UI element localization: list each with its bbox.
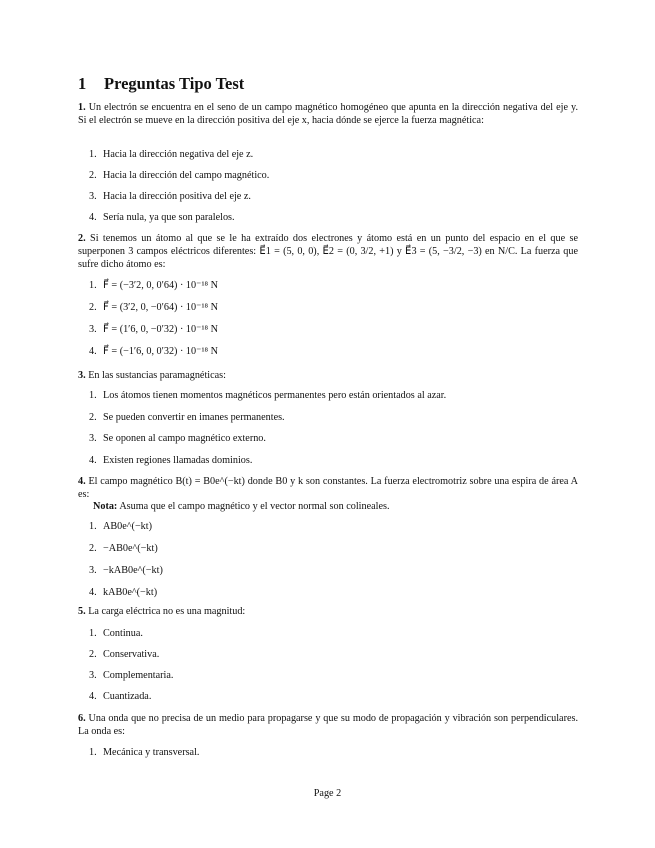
section-heading — [78, 74, 244, 94]
option: 1. Mecánica y transversal. — [89, 747, 200, 758]
option-text: Continua. — [103, 628, 143, 639]
option: 2. Conservativa. — [89, 649, 160, 660]
option-text: F⃗ = (1′6, 0, −0′32) · 10⁻¹⁸ N — [103, 324, 218, 335]
option-text: Hacia la dirección positiva del eje z. — [103, 191, 251, 202]
option: 3. Complementaria. — [89, 670, 174, 681]
option-text: AB0e^(−kt) — [103, 521, 153, 532]
option: 3. −kAB0e^(−kt) — [89, 565, 163, 576]
question-note — [93, 500, 390, 513]
option: 4. Cuantizada. — [89, 691, 152, 702]
question-number: 5. — [78, 606, 86, 617]
option-text: −kAB0e^(−kt) — [103, 565, 163, 576]
option: 2. F⃗ = (3′2, 0, −0′64) · 10⁻¹⁸ N — [89, 302, 218, 313]
question-text: El campo magnético B(t) = B0e^(−kt) donde B0 y k son constantes. La fuerza electromotriz sobre una espira de área A es: — [78, 476, 579, 500]
option-text: Existen regiones llamadas dominios. — [103, 455, 253, 466]
question-text: En las sustancias paramagnéticas: — [88, 370, 226, 381]
question-text: Una onda que no precisa de un medio para propagarse y que su modo de propagación y vibración son perpendiculares. La onda es: — [78, 713, 579, 737]
question-2 — [78, 232, 578, 271]
option-text: Los átomos tienen momentos magnéticos permanentes pero están orientados al azar. — [103, 390, 447, 401]
question-number: 1. — [78, 102, 86, 113]
option-text: Hacia la dirección del campo magnético. — [103, 170, 270, 181]
question-text: Un electrón se encuentra en el seno de un campo magnético homogéneo que apunta en la dirección negativa del eje y. Si el electrón se mueve en la dirección positiva del eje x, hacia dónde se ejerce la fuerza magnética: — [78, 102, 578, 126]
question-number: 3. — [78, 370, 86, 381]
option-text: Hacia la dirección negativa del eje z. — [103, 149, 254, 160]
option-text: F⃗ = (3′2, 0, −0′64) · 10⁻¹⁸ N — [103, 302, 218, 313]
question-6 — [78, 712, 578, 738]
option-text: Cuantizada. — [103, 691, 152, 702]
option: 4. Sería nula, ya que son paralelos. — [89, 212, 235, 223]
option: 4. F⃗ = (−1′6, 0, 0′32) · 10⁻¹⁸ N — [89, 346, 218, 357]
option-text: kAB0e^(−kt) — [103, 587, 158, 598]
option-text: Sería nula, ya que son paralelos. — [103, 212, 235, 223]
section-title: Preguntas Tipo Test — [104, 74, 245, 93]
option: 2. −AB0e^(−kt) — [89, 543, 158, 554]
note-text: Asuma que el campo magnético y el vector normal son colineales. — [119, 501, 390, 512]
question-number: 6. — [78, 713, 86, 724]
question-number: 2. — [78, 233, 86, 244]
option-text: Se pueden convertir en imanes permanentes. — [103, 412, 285, 423]
option-text: F⃗ = (−1′6, 0, 0′32) · 10⁻¹⁸ N — [103, 346, 218, 357]
question-1 — [78, 101, 578, 127]
option: 1. Hacia la dirección negativa del eje z. — [89, 149, 254, 160]
page-footer: Page 2 — [313, 788, 342, 799]
option: 1. F⃗ = (−3′2, 0, 0′64) · 10⁻¹⁸ N — [89, 280, 218, 291]
option-text: Mecánica y transversal. — [103, 747, 200, 758]
question-3 — [78, 369, 578, 382]
question-5 — [78, 605, 578, 618]
option: 4. Existen regiones llamadas dominios. — [89, 455, 253, 466]
option-text: Se oponen al campo magnético externo. — [103, 433, 266, 444]
question-4 — [78, 475, 578, 501]
option: 1. Los átomos tienen momentos magnéticos permanentes pero están orientados al azar. — [89, 390, 447, 401]
question-text: Si tenemos un átomo al que se le ha extraído dos electrones y átomo está en un punto del espacio en el que se superponen 3 campos eléctricos diferentes: E⃗1 = (5, 0, 0), E⃗2 = (0, 3/2, +1) y E⃗3 = (5, −3/2, −3) en N/C. La fuerza que sufre dicho átomo es: — [78, 233, 578, 270]
option: 1. Continua. — [89, 628, 143, 639]
option: 3. Se oponen al campo magnético externo. — [89, 433, 266, 444]
option: 2. Se pueden convertir en imanes permanentes. — [89, 412, 285, 423]
option-text: F⃗ = (−3′2, 0, 0′64) · 10⁻¹⁸ N — [103, 280, 218, 291]
option: 4. kAB0e^(−kt) — [89, 587, 158, 598]
option: 3. F⃗ = (1′6, 0, −0′32) · 10⁻¹⁸ N — [89, 324, 218, 335]
section-number: 1 — [78, 74, 87, 93]
question-text: La carga eléctrica no es una magnitud: — [88, 606, 246, 617]
option: 1. AB0e^(−kt) — [89, 521, 153, 532]
option-text: −AB0e^(−kt) — [103, 543, 158, 554]
option-text: Complementaria. — [103, 670, 174, 681]
question-number: 4. — [78, 476, 86, 487]
option-text: Conservativa. — [103, 649, 160, 660]
option: 2. Hacia la dirección del campo magnético. — [89, 170, 270, 181]
note-label: Nota: — [93, 501, 118, 512]
option: 3. Hacia la dirección positiva del eje z. — [89, 191, 251, 202]
